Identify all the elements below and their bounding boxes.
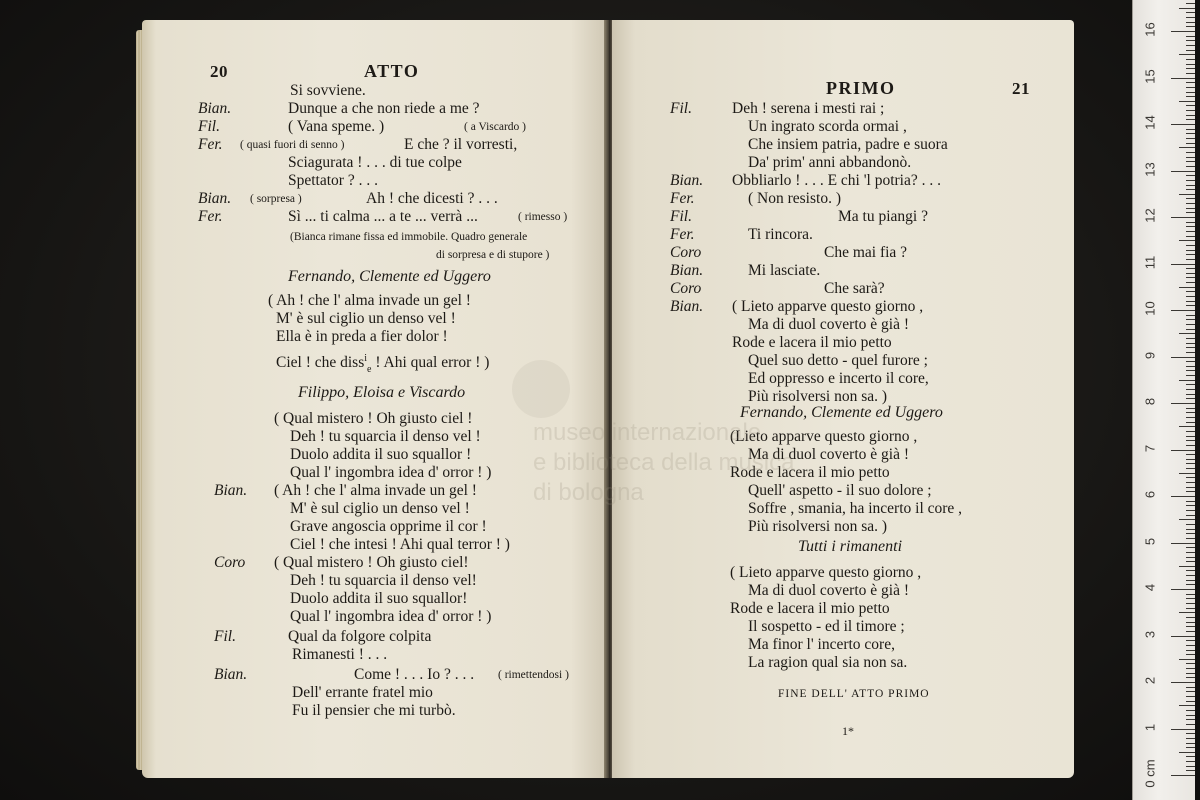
ruler-tick <box>1186 738 1195 739</box>
ruler-tick <box>1186 533 1195 534</box>
speaker: Bian. <box>670 262 704 279</box>
stage-direction: ( a Viscardo ) <box>464 121 527 133</box>
ruler-label: 4 <box>1142 583 1158 592</box>
ruler-tick <box>1186 756 1195 757</box>
ruler-label: 12 <box>1142 208 1158 223</box>
ruler-tick <box>1186 547 1195 548</box>
ruler-tick <box>1179 566 1195 567</box>
ruler-tick <box>1186 454 1195 455</box>
ruler-tick <box>1186 36 1195 37</box>
text-line: Che mai fia ? <box>824 244 908 261</box>
ruler-label: 0 cm <box>1142 759 1158 788</box>
ruler-tick <box>1186 226 1195 227</box>
ruler-tick <box>1186 622 1195 623</box>
ruler-label: 5 <box>1142 537 1158 545</box>
text-line: ( Lieto apparve questo giorno , <box>732 298 924 315</box>
ruler-tick <box>1186 394 1195 395</box>
ruler-tick <box>1186 180 1195 181</box>
ruler-tick <box>1186 561 1195 562</box>
ruler-tick <box>1186 138 1195 139</box>
ruler-tick <box>1186 557 1195 558</box>
verse-line: Ma di duol coverto è già ! <box>748 446 909 463</box>
ruler-tick <box>1186 710 1195 711</box>
speaker: Bian. <box>214 482 248 499</box>
ruler-tick <box>1171 636 1195 637</box>
ruler-tick <box>1186 82 1195 83</box>
ruler-tick <box>1186 22 1195 23</box>
ruler-tick <box>1171 171 1195 172</box>
ruler-tick <box>1186 463 1195 464</box>
verse-line: ( Qual mistero ! Oh giusto ciel ! <box>274 410 473 427</box>
ruler-tick <box>1186 64 1195 65</box>
speaker: Coro <box>214 554 246 571</box>
ruler-tick <box>1179 519 1195 520</box>
speaker: Bian. <box>198 190 232 207</box>
speaker: Bian. <box>198 100 232 117</box>
ruler-tick <box>1186 626 1195 627</box>
ruler-tick <box>1171 729 1195 730</box>
ruler-tick <box>1186 580 1195 581</box>
ruler-tick <box>1186 505 1195 506</box>
text-line: Obbliarlo ! . . . E chi 'l potria? . . . <box>732 172 941 189</box>
ruler-label: 3 <box>1142 630 1158 638</box>
ruler-tick <box>1186 598 1195 599</box>
ruler-tick <box>1186 552 1195 553</box>
verse-line: Rode e lacera il mio petto <box>730 600 890 617</box>
text-line: Dunque a che non riede a me ? <box>288 100 480 117</box>
stage-direction: (Bianca rimane fissa ed immobile. Quadro generale <box>290 231 528 243</box>
verse-fragment: ! Ahi qual error ! ) <box>371 354 490 371</box>
verse-line: Ciel ! che intesi ! Ahi qual terror ! ) <box>290 536 510 553</box>
stage-direction: di sorpresa e di stupore ) <box>436 249 550 261</box>
ruler-tick <box>1186 301 1195 302</box>
ruler-tick <box>1179 287 1195 288</box>
ruler-tick <box>1186 212 1195 213</box>
ruler-tick <box>1186 538 1195 539</box>
ruler-tick <box>1186 445 1195 446</box>
ruler-tick <box>1186 175 1195 176</box>
measuring-ruler <box>1132 0 1195 800</box>
ruler-tick <box>1186 236 1195 237</box>
ruler-tick <box>1171 217 1195 218</box>
ensemble-heading: Fernando, Clemente ed Uggero <box>740 404 943 421</box>
text-line: Sciagurata ! . . . di tue colpe <box>288 154 462 171</box>
speaker: Bian. <box>670 298 704 315</box>
ruler-tick <box>1171 264 1195 265</box>
ruler-label: 9 <box>1142 351 1158 359</box>
ruler-tick <box>1186 305 1195 306</box>
watermark-logo <box>512 360 570 418</box>
ruler-tick <box>1186 691 1195 692</box>
ruler-tick <box>1179 473 1195 474</box>
verse-line: Il sospetto - ed il timore ; <box>748 618 905 635</box>
ruler-label: 15 <box>1142 68 1158 84</box>
ruler-tick <box>1186 412 1195 413</box>
ruler-tick <box>1186 119 1195 120</box>
ruler-tick <box>1186 250 1195 251</box>
ruler-tick <box>1186 770 1195 771</box>
ruler-tick <box>1179 752 1195 753</box>
ruler-tick <box>1186 436 1195 437</box>
speaker: Coro <box>670 244 702 261</box>
verse-line: Ma di duol coverto è già ! <box>748 582 909 599</box>
ruler-tick <box>1186 696 1195 697</box>
speaker: Fer. <box>670 226 695 243</box>
watermark-line: di bologna <box>533 479 644 506</box>
ruler-tick <box>1186 110 1195 111</box>
verse-line: Deh ! tu squarcia il denso vel ! <box>290 428 481 445</box>
ruler-tick <box>1171 682 1195 683</box>
ruler-tick <box>1171 775 1195 776</box>
speaker: Bian. <box>214 666 248 683</box>
ruler-tick <box>1186 143 1195 144</box>
verse-line: Grave angoscia opprime il cor ! <box>290 518 487 535</box>
ensemble-heading: Tutti i rimanenti <box>798 538 903 555</box>
ruler-tick <box>1186 663 1195 664</box>
ruler-tick <box>1186 115 1195 116</box>
ruler-tick <box>1186 654 1195 655</box>
verse-line: Come ! . . . Io ? . . . <box>354 666 475 683</box>
verse-line: ( Qual mistero ! Oh giusto ciel! <box>274 554 469 571</box>
ruler-tick <box>1186 733 1195 734</box>
verse-line: Rode e lacera il mio petto <box>730 464 890 481</box>
ruler-tick <box>1186 417 1195 418</box>
speaker: Fer. <box>198 136 223 153</box>
left-page-number: 20 <box>210 62 228 81</box>
ruler-label: 6 <box>1142 490 1158 499</box>
ruler-tick <box>1186 315 1195 316</box>
ruler-tick <box>1186 245 1195 246</box>
ruler-tick <box>1179 147 1195 148</box>
verse-line: Dell' errante fratel mio <box>292 684 433 701</box>
ruler-tick <box>1186 277 1195 278</box>
ruler-tick <box>1179 659 1195 660</box>
verse-line: La ragion qual sia non sa. <box>748 654 908 671</box>
ruler-tick <box>1186 408 1195 409</box>
verse-line: Ma finor l' incerto core, <box>748 636 895 653</box>
right-page <box>612 20 1074 778</box>
text-line: E che ? il vorresti, <box>404 136 518 153</box>
ruler-tick <box>1179 380 1195 381</box>
speaker: Fer. <box>198 208 223 225</box>
speaker: Fil. <box>670 100 692 117</box>
speaker: Fer. <box>670 190 695 207</box>
ruler-tick <box>1186 459 1195 460</box>
ruler-tick <box>1186 3 1195 4</box>
ruler-tick <box>1186 198 1195 199</box>
ruler-tick <box>1186 231 1195 232</box>
ruler-tick <box>1186 715 1195 716</box>
text-line: Deh ! serena i mesti rai ; <box>732 100 885 117</box>
ruler-tick <box>1186 268 1195 269</box>
watermark-line: e biblioteca della musica <box>533 449 795 476</box>
ruler-tick <box>1186 366 1195 367</box>
ruler-tick <box>1179 101 1195 102</box>
text-line: Sì ... ti calma ... a te ... verrà ... <box>288 208 478 225</box>
ruler-tick <box>1171 450 1195 451</box>
ruler-tick <box>1186 640 1195 641</box>
ruler-tick <box>1186 73 1195 74</box>
text-line: Che sarà? <box>824 280 885 297</box>
ruler-tick <box>1186 594 1195 595</box>
ruler-tick <box>1186 677 1195 678</box>
stage-direction: ( rimettendosi ) <box>498 669 569 681</box>
ruler-tick <box>1186 26 1195 27</box>
ruler-tick <box>1186 529 1195 530</box>
ruler-tick <box>1186 92 1195 93</box>
ruler-tick <box>1186 208 1195 209</box>
ruler-tick <box>1186 347 1195 348</box>
text-line: Ma di duol coverto è già ! <box>748 316 909 333</box>
stage-direction: ( sorpresa ) <box>250 193 302 205</box>
ruler-tick <box>1186 361 1195 362</box>
ruler-tick <box>1186 524 1195 525</box>
verse-line: Qual l' ingombra idea d' orror ! ) <box>290 464 492 481</box>
ruler-tick <box>1179 705 1195 706</box>
ruler-tick <box>1186 282 1195 283</box>
ruler-tick <box>1186 68 1195 69</box>
ruler-tick <box>1179 612 1195 613</box>
ruler-tick <box>1186 338 1195 339</box>
speaker: Bian. <box>670 172 704 189</box>
stage-direction: ( quasi fuori di senno ) <box>240 139 345 151</box>
ruler-tick <box>1186 440 1195 441</box>
text-line: ( Vana speme. ) <box>288 118 385 135</box>
ruler-label: 10 <box>1142 301 1158 316</box>
verse-line: Soffre , smania, ha incerto il core , <box>748 500 963 517</box>
speaker: Fil. <box>198 118 220 135</box>
verse-line: Ella è in preda a fier dolor ! <box>276 328 448 345</box>
verse-line: Fu il pensier che mi turbò. <box>292 702 456 719</box>
text-line: Più risolversi non sa. ) <box>748 388 888 405</box>
ruler-tick <box>1186 398 1195 399</box>
text-line: Ti rincora. <box>748 226 813 243</box>
ruler-tick <box>1186 617 1195 618</box>
ruler-tick <box>1186 45 1195 46</box>
verse-line: (Lieto apparve questo giorno , <box>730 428 918 445</box>
watermark-line: museo internazionale <box>533 419 762 446</box>
ruler-tick <box>1179 426 1195 427</box>
ruler-label: 13 <box>1142 161 1158 177</box>
ruler-tick <box>1186 468 1195 469</box>
text-line: Un ingrato scorda ormai , <box>748 118 907 135</box>
signature-mark: 1* <box>842 724 854 738</box>
ruler-tick <box>1186 17 1195 18</box>
ruler-tick <box>1186 603 1195 604</box>
ruler-tick <box>1186 291 1195 292</box>
verse-line <box>276 350 489 379</box>
ruler-tick <box>1186 152 1195 153</box>
ruler-tick <box>1186 352 1195 353</box>
ruler-tick <box>1186 668 1195 669</box>
text-line: Da' prim' anni abbandonò. <box>748 154 912 171</box>
ruler-tick <box>1171 31 1195 32</box>
ruler-tick <box>1186 50 1195 51</box>
ruler-tick <box>1186 515 1195 516</box>
act-end-line: FINE DELL' ATTO PRIMO <box>778 688 930 700</box>
verse-line: M' è sul ciglio un denso vel ! <box>276 310 456 327</box>
ruler-tick <box>1186 319 1195 320</box>
ruler-tick <box>1186 375 1195 376</box>
verse-line: Duolo addita il suo squallor ! <box>290 446 472 463</box>
text-line: Ed oppresso e incerto il core, <box>748 370 929 387</box>
ruler-tick <box>1171 357 1195 358</box>
verse-line: Qual l' ingombra idea d' orror ! ) <box>290 608 492 625</box>
ruler-tick <box>1186 491 1195 492</box>
ruler-tick <box>1186 608 1195 609</box>
ruler-tick <box>1179 194 1195 195</box>
text-line: ( Non resisto. ) <box>748 190 841 207</box>
ruler-label: 7 <box>1142 444 1158 452</box>
left-running-head: ATTO <box>364 61 420 81</box>
ruler-tick <box>1179 240 1195 241</box>
ruler-label: 14 <box>1142 115 1158 130</box>
ruler-tick <box>1186 166 1195 167</box>
ruler-tick <box>1186 384 1195 385</box>
ruler-tick <box>1186 687 1195 688</box>
verse-line: Qual da folgore colpita <box>288 628 432 645</box>
ruler-tick <box>1186 185 1195 186</box>
text-line: Che insiem patria, padre e suora <box>748 136 948 153</box>
ruler-tick <box>1171 310 1195 311</box>
ruler-tick <box>1186 701 1195 702</box>
ruler-label: 16 <box>1142 22 1158 37</box>
text-line: Spettator ? . . . <box>288 172 378 189</box>
ruler-tick <box>1186 389 1195 390</box>
ensemble-heading: Fernando, Clemente ed Uggero <box>288 268 491 285</box>
ruler-tick <box>1186 157 1195 158</box>
verse-line: Più risolversi non sa. ) <box>748 518 888 535</box>
ruler-tick <box>1186 631 1195 632</box>
ruler-tick <box>1186 761 1195 762</box>
text-line: Ah ! che dicesti ? . . . <box>366 190 498 207</box>
ruler-tick <box>1186 719 1195 720</box>
ruler-tick <box>1186 40 1195 41</box>
ruler-tick <box>1186 370 1195 371</box>
ruler-tick <box>1186 645 1195 646</box>
text-line: Si sovviene. <box>290 82 366 99</box>
ruler-tick <box>1186 87 1195 88</box>
right-running-head: PRIMO <box>826 78 896 98</box>
ruler-tick <box>1186 96 1195 97</box>
ruler-label: 11 <box>1142 255 1158 269</box>
ruler-tick <box>1171 78 1195 79</box>
ruler-tick <box>1186 724 1195 725</box>
ruler-tick <box>1179 333 1195 334</box>
ruler-tick <box>1186 477 1195 478</box>
ruler-tick <box>1171 496 1195 497</box>
ruler-label: 8 <box>1142 397 1158 406</box>
ruler-tick <box>1186 189 1195 190</box>
ruler-tick <box>1186 575 1195 576</box>
ruler-tick <box>1179 8 1195 9</box>
verse-line: ( Ah ! che l' alma invade un gel ! <box>268 292 471 309</box>
text-line: Mi lasciate. <box>748 262 821 279</box>
ruler-tick <box>1186 133 1195 134</box>
ruler-tick <box>1186 650 1195 651</box>
ruler-tick <box>1186 296 1195 297</box>
ruler-tick <box>1186 343 1195 344</box>
ruler-tick <box>1186 59 1195 60</box>
text-line: Rode e lacera il mio petto <box>732 334 892 351</box>
ruler-tick <box>1186 766 1195 767</box>
ruler-tick <box>1171 403 1195 404</box>
speaker: Coro <box>670 280 702 297</box>
ruler-tick <box>1186 487 1195 488</box>
ruler-tick <box>1186 105 1195 106</box>
verse-fragment: Ciel ! che diss <box>276 354 365 371</box>
verse-line: Duolo addita il suo squallor! <box>290 590 468 607</box>
ruler-tick <box>1186 273 1195 274</box>
ruler-tick <box>1171 124 1195 125</box>
ruler-tick <box>1186 203 1195 204</box>
verse-correction-sub: e <box>367 364 372 375</box>
verse-line: M' è sul ciglio un denso vel ! <box>290 500 470 517</box>
verse-line: Deh ! tu squarcia il denso vel! <box>290 572 477 589</box>
ruler-tick <box>1186 570 1195 571</box>
ensemble-heading: Filippo, Eloisa e Viscardo <box>298 384 466 401</box>
right-page-number: 21 <box>1012 79 1030 98</box>
ruler-label: 1 <box>1142 723 1158 731</box>
ruler-tick <box>1186 254 1195 255</box>
ruler-tick <box>1186 222 1195 223</box>
ruler-tick <box>1186 129 1195 130</box>
verse-line: ( Lieto apparve questo giorno , <box>730 564 922 581</box>
ruler-tick <box>1186 329 1195 330</box>
ruler-tick <box>1186 510 1195 511</box>
verse-correction-sup: i <box>364 353 368 364</box>
ruler-tick <box>1186 743 1195 744</box>
ruler-tick <box>1186 673 1195 674</box>
ruler-tick <box>1186 431 1195 432</box>
ruler-tick <box>1186 161 1195 162</box>
ruler-tick <box>1186 482 1195 483</box>
ruler-tick <box>1186 12 1195 13</box>
text-line: Quel suo detto - quel furore ; <box>748 352 928 369</box>
ruler-tick <box>1186 422 1195 423</box>
speaker: Fil. <box>214 628 236 645</box>
speaker: Fil. <box>670 208 692 225</box>
stage-direction: ( rimesso ) <box>518 211 568 223</box>
ruler-label: 2 <box>1142 676 1158 685</box>
ruler-tick <box>1186 501 1195 502</box>
ruler-tick <box>1179 54 1195 55</box>
text-line: Ma tu piangi ? <box>838 208 928 225</box>
verse-line: ( Ah ! che l' alma invade un gel ! <box>274 482 477 499</box>
ruler-tick <box>1186 747 1195 748</box>
verse-line: Rimanesti ! . . . <box>292 646 388 663</box>
verse-line: Quell' aspetto - il suo dolore ; <box>748 482 932 499</box>
ruler-tick <box>1186 324 1195 325</box>
ruler-tick <box>1186 259 1195 260</box>
ruler-tick <box>1171 589 1195 590</box>
ruler-tick <box>1186 584 1195 585</box>
ruler-tick <box>1171 543 1195 544</box>
